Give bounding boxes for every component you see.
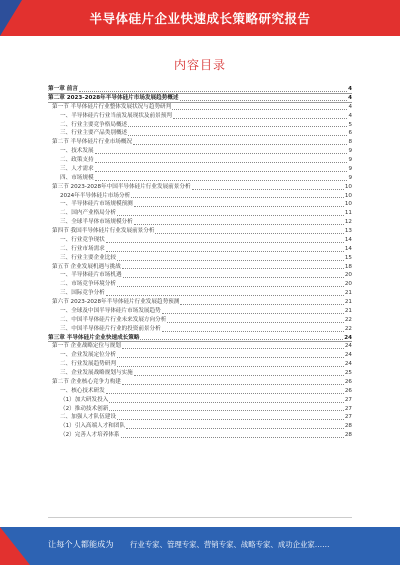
toc-entry[interactable] — [48, 227, 352, 236]
toc-entry-label: 三、人才需求 — [60, 165, 94, 172]
toc-page-number: 26 — [344, 387, 352, 394]
toc-leader-dots — [162, 313, 344, 314]
toc-entry[interactable] — [48, 183, 352, 192]
toc-entry[interactable] — [48, 422, 352, 431]
toc-entry[interactable] — [48, 280, 352, 289]
toc-entry[interactable] — [48, 360, 352, 369]
toc-page-number: 21 — [344, 290, 352, 297]
toc-leader-dots — [134, 375, 344, 376]
toc-leader-dots — [117, 215, 344, 216]
toc-page-number: 13 — [344, 228, 352, 234]
toc-page-number: 26 — [344, 378, 352, 385]
toc-leader-dots — [172, 109, 347, 110]
toc-leader-dots — [128, 126, 347, 127]
toc-entry-label: 第二节 企业核心竞争力构建 — [52, 378, 121, 385]
toc-entry[interactable] — [48, 165, 352, 174]
toc-leader-dots — [128, 135, 347, 136]
toc-entry-label: 第四节 我国半导体硅片行业发展前景分析 — [52, 228, 155, 234]
toc-leader-dots — [122, 384, 344, 385]
toc-entry-label: 第一节 半导体硅片行业整体发展状况与趋势研判 — [52, 103, 172, 110]
toc-leader-dots — [109, 410, 344, 411]
toc-entry-label: 三、企业发展战略规划与实施 — [60, 370, 133, 376]
toc-leader-dots — [117, 260, 344, 261]
toc-entry-label: 第六节 2023-2028年半导体硅片行业发展趋势预测 — [52, 299, 180, 305]
toc-leader-dots — [117, 366, 344, 367]
toc-page-number: 18 — [344, 263, 352, 270]
toc-page-number: 28 — [344, 432, 352, 439]
toc-entry[interactable] — [48, 289, 352, 298]
toc-leader-dots — [122, 268, 344, 269]
toc-entry[interactable] — [48, 209, 352, 218]
toc-leader-dots — [79, 91, 347, 92]
toc-page-number: 24 — [344, 352, 352, 359]
toc-page-number: 22 — [344, 325, 352, 332]
toc-leader-dots — [140, 339, 343, 340]
toc-leader-dots — [106, 242, 344, 243]
toc-entry-label: 三、行业主要企业比较 — [60, 254, 116, 261]
toc-page-number: 20 — [344, 272, 352, 279]
toc-entry[interactable] — [48, 396, 352, 405]
toc-page-number: 15 — [344, 254, 352, 261]
toc-entry[interactable] — [48, 174, 352, 183]
toc-entry[interactable] — [48, 316, 352, 325]
toc-entry[interactable] — [48, 85, 352, 94]
toc-page-number: 4 — [348, 86, 352, 92]
toc-entry-label: 一、半导体硅片行业当前发展现状及前景预判 — [60, 112, 172, 119]
toc-page-number: 9 — [348, 165, 352, 172]
footer-accent — [0, 527, 30, 565]
toc-leader-dots — [95, 153, 348, 154]
toc-entry[interactable] — [48, 156, 352, 165]
toc-page-number: 14 — [344, 236, 352, 243]
toc-leader-dots — [131, 197, 344, 198]
toc-page-number: 4 — [348, 112, 352, 119]
toc-entry[interactable] — [48, 147, 352, 156]
toc-page-number: 25 — [344, 370, 352, 376]
toc-entry[interactable] — [48, 245, 352, 254]
toc-page-number: 24 — [344, 361, 352, 368]
toc-entry[interactable] — [48, 271, 352, 280]
toc-entry-label: 一、技术发展 — [60, 148, 94, 155]
toc-entry-label: 一、全球及中国半导体硅片市场发展趋势 — [60, 307, 161, 314]
toc-entry[interactable] — [48, 103, 352, 112]
toc-entry-label: （1）引入高端人才和团队 — [60, 423, 126, 430]
footer-divider — [48, 517, 352, 518]
toc-entry[interactable] — [48, 192, 352, 201]
toc-leader-dots — [122, 348, 344, 349]
toc-entry-label: （1）加大研发投入 — [60, 396, 109, 403]
toc-entry[interactable] — [48, 121, 352, 130]
toc-leader-dots — [134, 206, 344, 207]
footer-slogan: 让每个人都能成为 — [48, 539, 114, 549]
toc-entry[interactable] — [48, 334, 352, 343]
toc-leader-dots — [134, 224, 344, 225]
toc-entry-label: 二、行业发展趋势研判 — [60, 361, 116, 368]
toc-entry-label: 一、半导体硅片市场规模预测 — [60, 201, 133, 208]
toc-page-number: 5 — [348, 121, 352, 128]
toc-leader-dots — [117, 419, 344, 420]
toc-leader-dots — [117, 357, 344, 358]
toc-entry-label: 二、加强人才队伍建设 — [60, 414, 116, 421]
toc-entry-label: 二、国内产业格局分析 — [60, 210, 116, 217]
toc-page-number: 27 — [344, 414, 352, 421]
toc-page-number: 24 — [344, 334, 352, 341]
toc-entry[interactable] — [48, 342, 352, 351]
toc-leader-dots — [121, 437, 344, 438]
toc-page-number: 9 — [348, 157, 352, 163]
toc-entry-label: 第一章 前言 — [48, 86, 78, 92]
toc-entry-label: 第二章 2023-2028年半导体硅片市场发展趋势概述 — [48, 94, 179, 101]
toc-entry[interactable] — [48, 378, 352, 387]
toc-entry[interactable] — [48, 413, 352, 422]
toc-entry-label: 四、市场规模 — [60, 174, 94, 181]
toc-page-number: 27 — [344, 405, 352, 412]
toc-page-number: 4 — [348, 94, 352, 101]
toc-entry[interactable] — [48, 387, 352, 396]
toc-page-number: 28 — [344, 423, 352, 430]
toc-entry-label: 第二节 半导体硅片行业市场概况 — [52, 139, 133, 146]
toc-leader-dots — [180, 304, 344, 305]
toc-entry-label: 二、行业市场需求 — [60, 245, 105, 252]
toc-leader-dots — [109, 402, 344, 403]
toc-entry[interactable] — [48, 218, 352, 227]
toc-leader-dots — [117, 286, 344, 287]
toc-leader-dots — [123, 277, 344, 278]
toc-entry[interactable] — [48, 138, 352, 147]
toc-leader-dots — [155, 233, 343, 234]
toc-page-number: 21 — [344, 307, 352, 314]
toc-entry-label: （2）推动技术创新 — [60, 405, 109, 412]
toc-entry-label: （2）完善人才培养体系 — [60, 432, 120, 439]
toc-leader-dots — [180, 100, 348, 101]
toc-entry-label: 二、中国半导体硅片行业未来发展方向分析 — [60, 316, 167, 323]
toc-leader-dots — [167, 322, 344, 323]
toc-title: 内容目录 — [173, 58, 226, 72]
table-of-contents — [48, 85, 352, 440]
toc-page-number: 6 — [348, 130, 352, 137]
toc-entry-label: 三、国际竞争分析 — [60, 290, 105, 297]
toc-entry[interactable] — [48, 369, 352, 378]
toc-entry-label: 二、行业主要竞争格局概述 — [60, 121, 128, 128]
toc-entry[interactable] — [48, 129, 352, 138]
toc-entry[interactable] — [48, 351, 352, 360]
toc-page-number: 21 — [344, 299, 352, 305]
toc-page-number: 9 — [348, 148, 352, 155]
toc-page-number: 9 — [348, 174, 352, 181]
toc-entry-label: 一、半导体硅片市场机遇 — [60, 272, 122, 279]
toc-entry-label: 第一节 企业战略定位与规划 — [52, 343, 121, 350]
toc-page-number: 12 — [344, 219, 352, 226]
toc-entry-label: 三、行业主要产品类别概述 — [60, 130, 128, 137]
toc-entry[interactable] — [48, 263, 352, 272]
toc-page-number: 14 — [344, 245, 352, 252]
toc-leader-dots — [173, 118, 348, 119]
toc-leader-dots — [106, 295, 344, 296]
toc-leader-dots — [192, 189, 344, 190]
toc-entry-label: 二、政策支持 — [60, 157, 94, 163]
toc-entry[interactable] — [48, 254, 352, 263]
toc-leader-dots — [95, 171, 348, 172]
toc-entry-label: 第三章 半导体硅片企业快速成长策略 — [48, 334, 140, 341]
toc-entry-label: 一、行业竞争现状 — [60, 236, 105, 243]
toc-entry[interactable] — [48, 236, 352, 245]
toc-entry-label: 三、全球半导体市场规模分析 — [60, 219, 133, 226]
toc-entry-label: 第三节 2023-2028年中国半导体硅片行业发展前景分析 — [52, 183, 191, 190]
toc-entry[interactable] — [48, 200, 352, 209]
toc-entry[interactable] — [48, 431, 352, 440]
toc-page-number: 20 — [344, 281, 352, 288]
toc-page-number: 11 — [344, 210, 352, 217]
toc-entry[interactable] — [48, 112, 352, 121]
toc-page-number: 10 — [344, 201, 352, 208]
toc-leader-dots — [162, 331, 344, 332]
toc-entry[interactable] — [48, 298, 352, 307]
toc-entry-label: 第五节 企业发展机遇与挑战 — [52, 263, 121, 270]
toc-leader-dots — [106, 393, 344, 394]
toc-page-number: 10 — [344, 183, 352, 190]
toc-entry-label: 2024年半导体硅片市场分析 — [60, 192, 131, 199]
toc-entry-label: 一、核心技术研发 — [60, 387, 105, 394]
toc-page-number: 10 — [344, 192, 352, 199]
toc-entry[interactable] — [48, 307, 352, 316]
footer-bar — [0, 527, 400, 565]
footer-roles: 行业专家、管理专家、营销专家、战略专家、成功企业家…… — [130, 540, 330, 549]
toc-entry[interactable] — [48, 325, 352, 334]
toc-leader-dots — [106, 251, 344, 252]
toc-leader-dots — [95, 162, 348, 163]
toc-page-number: 27 — [344, 396, 352, 403]
toc-page-number: 24 — [344, 343, 352, 350]
toc-entry-label: 三、中国半导体硅片行业的投资前景分析 — [60, 325, 161, 332]
toc-leader-dots — [126, 428, 344, 429]
toc-leader-dots — [95, 180, 348, 181]
toc-entry-label: 二、市场竞争环境分析 — [60, 281, 116, 288]
report-title: 半导体硅片企业快速成长策略研究报告 — [89, 11, 311, 26]
header-bar — [0, 0, 400, 36]
toc-page-number: 8 — [348, 139, 352, 146]
toc-page-number: 4 — [348, 103, 352, 110]
toc-entry-label: 一、企业发展定位分析 — [60, 352, 116, 359]
toc-entry[interactable] — [48, 94, 352, 103]
toc-page-number: 22 — [344, 316, 352, 323]
toc-entry[interactable] — [48, 405, 352, 414]
toc-leader-dots — [133, 144, 347, 145]
